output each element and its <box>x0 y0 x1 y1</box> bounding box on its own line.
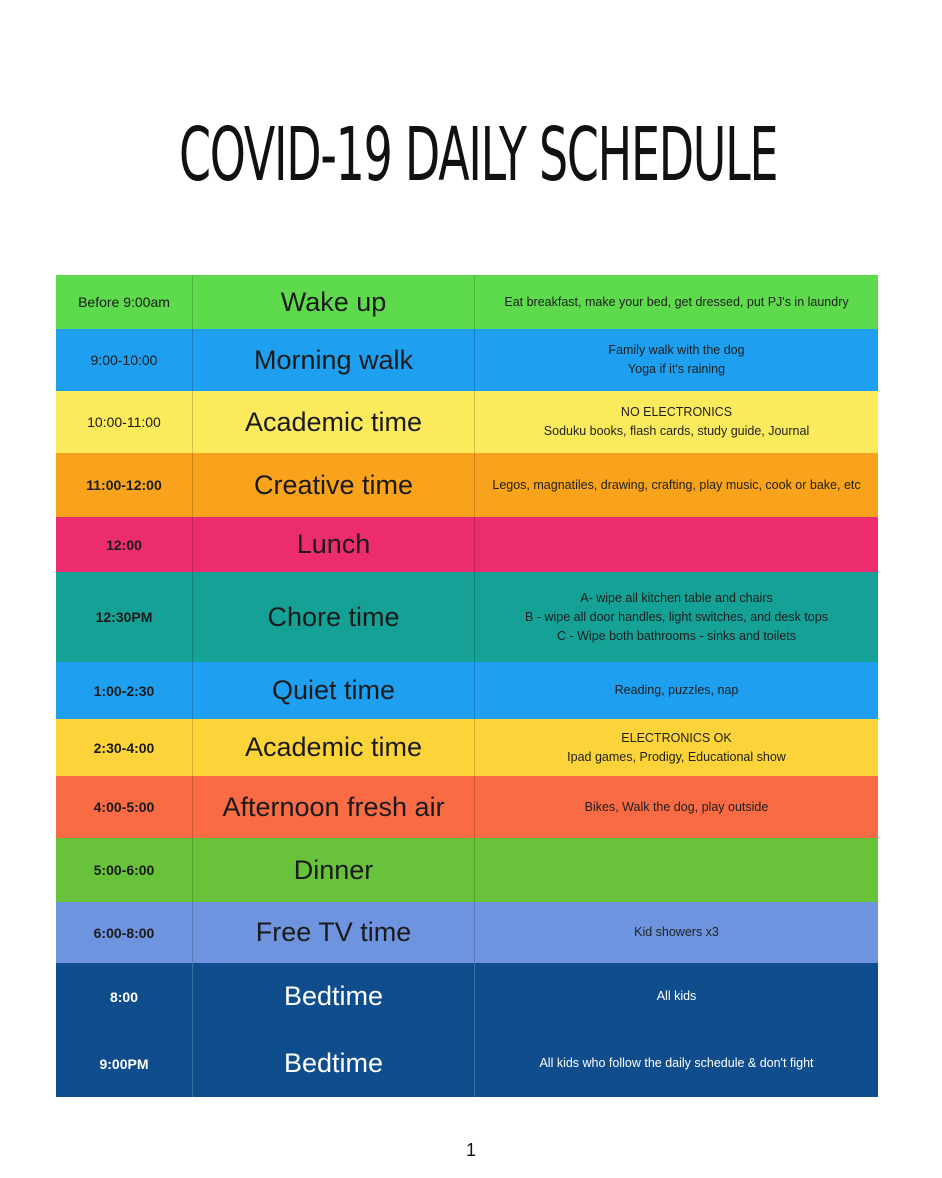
table-row <box>56 391 878 453</box>
details-line: All kids <box>656 989 697 1003</box>
table-row <box>56 902 878 963</box>
activity-cell: Morning walk <box>193 329 475 391</box>
time-cell: 12:30PM <box>56 572 193 662</box>
activity-cell: Quiet time <box>193 662 475 719</box>
table-row <box>56 517 878 572</box>
time-cell: Before 9:00am <box>56 275 193 329</box>
time-cell: 11:00-12:00 <box>56 453 193 517</box>
table-row <box>56 776 878 838</box>
activity-cell: Afternoon fresh air <box>193 776 475 838</box>
page-title: COVID-19 DAILY SCHEDULE <box>178 112 778 198</box>
table-row <box>56 1030 878 1097</box>
details-cell <box>475 275 878 329</box>
details-cell <box>475 453 878 517</box>
time-cell: 2:30-4:00 <box>56 719 193 776</box>
activity-cell: Dinner <box>193 838 475 902</box>
details-cell <box>475 838 878 902</box>
details-line: Bikes, Walk the dog, play outside <box>584 799 769 814</box>
details-line: Soduku books, flash cards, study guide, Journal <box>543 424 810 438</box>
details-cell <box>475 963 878 1030</box>
details-line: Kid showers x3 <box>634 925 719 939</box>
details-line: Eat breakfast, make your bed, get dressed, put PJ's in laundry <box>504 294 849 309</box>
activity-cell: Academic time <box>193 391 475 453</box>
details-line: A- wipe all kitchen table and chairs <box>580 590 773 605</box>
schedule-table <box>56 275 878 1097</box>
table-row <box>56 963 878 1030</box>
table-row <box>56 838 878 902</box>
time-cell: 6:00-8:00 <box>56 902 193 963</box>
details-cell <box>475 719 878 776</box>
table-row <box>56 572 878 662</box>
details-line: Yoga if it's raining <box>627 362 726 376</box>
details-cell <box>475 902 878 963</box>
time-cell: 12:00 <box>56 517 193 572</box>
table-row <box>56 719 878 776</box>
activity-cell: Bedtime <box>193 1030 475 1097</box>
time-cell: 5:00-6:00 <box>56 838 193 902</box>
details-cell <box>475 572 878 662</box>
activity-cell: Free TV time <box>193 902 475 963</box>
details-line: Legos, magnatiles, drawing, crafting, play music, cook or bake, etc <box>492 477 861 492</box>
table-row <box>56 275 878 329</box>
time-cell: 9:00-10:00 <box>56 329 193 391</box>
activity-cell: Lunch <box>193 517 475 572</box>
time-cell: 1:00-2:30 <box>56 662 193 719</box>
activity-cell: Wake up <box>193 275 475 329</box>
page-number: 1 <box>465 1140 476 1160</box>
activity-cell: Chore time <box>193 572 475 662</box>
details-line: ELECTRONICS OK <box>621 730 732 745</box>
table-row <box>56 662 878 719</box>
time-cell: 9:00PM <box>56 1030 193 1097</box>
details-line: Ipad games, Prodigy, Educational show <box>567 749 786 764</box>
details-cell <box>475 662 878 719</box>
activity-cell: Creative time <box>193 453 475 517</box>
details-line: Reading, puzzles, nap <box>614 683 739 697</box>
details-line: NO ELECTRONICS <box>620 405 733 419</box>
details-cell <box>475 776 878 838</box>
details-line: All kids who follow the daily schedule & don't fight <box>539 1056 814 1070</box>
details-cell <box>475 329 878 391</box>
details-line: Family walk with the dog <box>608 343 745 357</box>
activity-cell: Bedtime <box>193 963 475 1030</box>
details-line: B - wipe all door handles, light switches, and desk tops <box>525 609 828 624</box>
details-line: C - Wipe both bathrooms - sinks and toilets <box>557 628 796 643</box>
table-row <box>56 453 878 517</box>
activity-cell: Academic time <box>193 719 475 776</box>
details-cell <box>475 391 878 453</box>
time-cell: 8:00 <box>56 963 193 1030</box>
table-row <box>56 329 878 391</box>
time-cell: 4:00-5:00 <box>56 776 193 838</box>
details-cell <box>475 1030 878 1097</box>
details-cell <box>475 517 878 572</box>
time-cell: 10:00-11:00 <box>56 391 193 453</box>
